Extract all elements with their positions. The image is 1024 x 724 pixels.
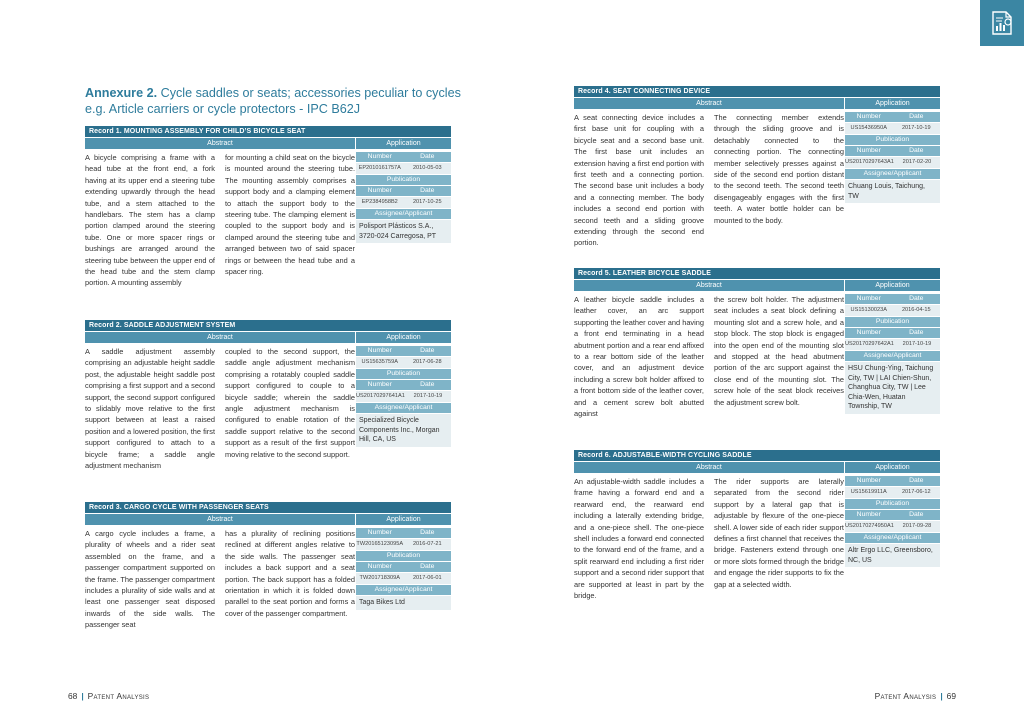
abstract-text-col2: The connecting member extends through the sliding groove and is detachably connected to the connecting portion. The connecting member selectively presses against a side of the second end portion distant to the second teeth. The second teeth disengageably engages with the first teeth. A water bottle holder can be mounted to the body.	[714, 113, 844, 225]
assignee-label: Assignee/Applicant	[356, 209, 451, 219]
abstract-text-col2: for mounting a child seat on the bicycle is mounted around the steering tube. The mounting assembly comprises a support body and a clamping element to attach the support body to the steering tube. The clamping element is coupled to the support body and is clamped around the steering tube and arranged between two of said spacer rings or between the head tube and a spacer ring.	[225, 153, 355, 277]
assignee-label: Assignee/Applicant	[845, 169, 940, 179]
date-label: Date	[420, 187, 435, 194]
record-header: Record 1. MOUNTING ASSEMBLY FOR CHILD’S BICYCLE SEAT	[85, 126, 451, 137]
record-header: Record 6. ADJUSTABLE-WIDTH CYCLING SADDLE	[574, 450, 940, 461]
publication-label: Publication	[356, 175, 451, 185]
abstract-label: Abstract	[574, 462, 844, 473]
record-4	[574, 86, 940, 249]
number-label: Number	[367, 529, 392, 536]
abstract-text-col2: has a plurality of reclining positions reclined at different angles relative to the side walls. The passenger seat includes a back support and a seat portion. The back support has a folded orientation in which it is folded down parallel to the seat portion and forms a cover of the passenger compartment.	[225, 529, 355, 618]
application-label: Application	[845, 280, 940, 291]
application-label: Application	[845, 462, 940, 473]
publication-number: TW201718309A	[359, 575, 400, 581]
publication-label: Publication	[845, 499, 940, 509]
application-panel	[356, 152, 451, 289]
abstract-label: Abstract	[85, 514, 355, 525]
record-header: Record 5. LEATHER BICYCLE SADDLE	[574, 268, 940, 279]
abstract-text-col2: the screw bolt holder. The adjustment seat includes a seat block defining a mounting slot and a screw hole, and a stop block. The stop block is engaged into the open end of the mounting slot and stopped at the head abutment portion of the arc support against the close end of the mounting slot. The screw hole of the seat block receives the adjustment screw bolt.	[714, 295, 844, 407]
record-header: Record 4. SEAT CONNECTING DEVICE	[574, 86, 940, 97]
number-label: Number	[856, 147, 881, 154]
publication-number: US20170297643A1	[845, 159, 894, 165]
assignee-value: Polisport Plásticos S.A., 3720-024 Carregosa, PT	[356, 220, 451, 243]
page-number-right: 69	[946, 691, 956, 701]
number-label: Number	[367, 153, 392, 160]
application-label: Application	[356, 514, 451, 525]
record-header: Record 2. SADDLE ADJUSTMENT SYSTEM	[85, 320, 451, 331]
publication-number: US20170274950A1	[845, 523, 894, 529]
page-title	[85, 86, 465, 117]
application-date: 2017-10-19	[901, 125, 931, 131]
application-label: Application	[845, 98, 940, 109]
record-2	[85, 320, 451, 471]
application-date: 2016-07-21	[412, 541, 442, 547]
publication-date: 2017-09-28	[902, 523, 932, 529]
footer-section-right: Patent Analysis	[874, 691, 937, 701]
application-panel	[845, 294, 940, 419]
publication-date: 2017-02-20	[902, 159, 932, 165]
publication-date: 2017-10-19	[413, 393, 443, 399]
number-label: Number	[856, 511, 881, 518]
footer-separator: |	[940, 691, 943, 701]
application-number: US15635759A	[361, 359, 398, 365]
date-label: Date	[909, 329, 924, 336]
corner-tab	[980, 0, 1024, 46]
application-panel	[356, 528, 451, 631]
publication-number: US20170297641A1	[356, 393, 405, 399]
footer-left	[68, 691, 149, 701]
application-date: 2017-06-28	[412, 359, 442, 365]
number-label: Number	[856, 477, 881, 484]
number-label: Number	[367, 187, 392, 194]
application-date: 2016-04-15	[901, 307, 931, 313]
assignee-value: Altr Ergo LLC, Greensboro, NC, US	[845, 544, 940, 567]
publication-date: 2017-06-01	[412, 575, 442, 581]
abstract-text-col1: An adjustable-width saddle includes a frame having a forward end and a rearward end, the rearward end including a laterally extending bridge, and a one-piece shell. The one-piece shell includes a forward end connected to the forward end of the frame, and a split rearward end including a first rider support and a second rider support that are supported at least in part by the bridge.	[574, 477, 704, 601]
abstract-text-col2: coupled to the second support, the saddle angle adjustment mechanism comprising a rotatably coupled saddle support configured to couple to a bicycle saddle; wherein the saddle angle adjustment mechanism is configured to enable rotation of the saddle support relative to the second support as a result of the first support moving relative to the second support.	[225, 347, 355, 459]
date-label: Date	[420, 563, 435, 570]
abstract-text-col2: The rider supports are laterally separated from the second rider support by a lateral gap that is adjustable by flexure of the one-piece shell. A lower side of each rider support defines a first channel that receives the bridge. Fasteners extend through one or more slots formed through the bridge and engage the rider supports to fix the gap at a selected width.	[714, 477, 844, 589]
assignee-value: Specialized Bicycle Components Inc., Morgan Hill, CA, US	[356, 414, 451, 447]
record-5	[574, 268, 940, 419]
application-label: Application	[356, 138, 451, 149]
assignee-value: HSU Chung-Ying, Taichung City, TW | LAI Chien-Shun, Changhua City, TW | Lee Chia-Wen, Huatan Township, TW	[845, 362, 940, 414]
date-label: Date	[909, 147, 924, 154]
application-number: US15619911A	[850, 489, 887, 495]
abstract-label: Abstract	[85, 138, 355, 149]
date-label: Date	[420, 529, 435, 536]
patent-document-chart-icon	[988, 9, 1016, 37]
number-label: Number	[367, 381, 392, 388]
record-3	[85, 502, 451, 631]
publication-label: Publication	[356, 551, 451, 561]
assignee-label: Assignee/Applicant	[356, 403, 451, 413]
application-number: US15436950A	[850, 125, 887, 131]
publication-number: US20170297642A1	[845, 341, 894, 347]
abstract-label: Abstract	[85, 332, 355, 343]
abstract-text-col1: A saddle adjustment assembly comprising an adjustable height saddle post, the adjustable height saddle post comprising a first support and a second support, the second support configured to slidably move relative to the first support between at least a raised position and a lowered position, the first support configured to attach to a bicycle frame; a saddle angle adjustment mechanism	[85, 347, 215, 471]
number-label: Number	[856, 113, 881, 120]
assignee-label: Assignee/Applicant	[845, 533, 940, 543]
abstract-text-col1: A leather bicycle saddle includes a leather cover, an arc support supporting the leather cover and having a front end terminating in a head abutment portion and a rear end affixed to a rear bottom side of the leather cover, and an adjustment device including a screw bolt holder affixed to a front bottom side of the leather cover, and a cement screw bolt abutted against	[574, 295, 704, 419]
abstract-text-col1: A seat connecting device includes a first base unit for coupling with a bicycle seat and a second base unit. The first base unit includes an extension having a first end portion with first teeth and a connecting portion. The second base unit includes a body and a connecting member. The body includes a second end portion with second teeth and a sliding groove extending through the second end portion.	[574, 113, 704, 248]
publication-label: Publication	[356, 369, 451, 379]
application-date: 2010-05-03	[412, 165, 442, 171]
number-label: Number	[856, 295, 881, 302]
application-date: 2017-06-12	[901, 489, 931, 495]
application-label: Application	[356, 332, 451, 343]
number-label: Number	[856, 329, 881, 336]
record-1	[85, 126, 451, 289]
abstract-label: Abstract	[574, 98, 844, 109]
assignee-label: Assignee/Applicant	[845, 351, 940, 361]
publication-label: Publication	[845, 317, 940, 327]
application-number: EP2010161757A	[358, 165, 401, 171]
assignee-value: Chuang Louis, Taichung, TW	[845, 180, 940, 203]
date-label: Date	[420, 153, 435, 160]
publication-date: 2017-10-25	[412, 199, 442, 205]
application-panel	[356, 346, 451, 471]
date-label: Date	[420, 381, 435, 388]
publication-number: EP2384958B2	[361, 199, 398, 205]
application-number: TW20165123095A	[356, 541, 404, 547]
abstract-label: Abstract	[574, 280, 844, 291]
publication-date: 2017-10-19	[902, 341, 932, 347]
footer-right	[875, 691, 956, 701]
footer-separator: |	[81, 691, 84, 701]
record-6	[574, 450, 940, 601]
page-number-left: 68	[68, 691, 78, 701]
assignee-value: Taga Bikes Ltd	[356, 596, 451, 610]
application-panel	[845, 476, 940, 601]
record-header: Record 3. CARGO CYCLE WITH PASSENGER SEATS	[85, 502, 451, 513]
date-label: Date	[909, 113, 924, 120]
footer-section-left: Patent Analysis	[87, 691, 150, 701]
title-prefix: Annexure 2.	[85, 86, 158, 100]
title-rest: Cycle saddles or seats; accessories peculiar to cycles e.g. Article carriers or cycle protectors - IPC B62J	[85, 86, 461, 116]
assignee-label: Assignee/Applicant	[356, 585, 451, 595]
publication-label: Publication	[845, 135, 940, 145]
application-panel	[845, 112, 940, 249]
date-label: Date	[909, 295, 924, 302]
number-label: Number	[367, 347, 392, 354]
number-label: Number	[367, 563, 392, 570]
date-label: Date	[909, 477, 924, 484]
date-label: Date	[420, 347, 435, 354]
abstract-text-col1: A cargo cycle includes a frame, a plurality of wheels and a rider seat assembled on the frame, and a passenger compartment supported on the frame. The passenger compartment includes a plurality of side walls and at least one passenger seat disposed inwards of the side walls. The passenger seat	[85, 529, 215, 630]
abstract-text-col1: A bicycle comprising a frame with a head tube at the front end, a fork having at its upper end a steering tube extending upwardly through the head tube, and a stem attached to the handlebars. The stem has a clamp portion clamped around the steering tube. One or more spacer rings or bushings are arranged around the steering tube between the upper end of the head tube and the stem clamp portion. A mounting assembly	[85, 153, 215, 288]
application-number: US15130023A	[850, 307, 887, 313]
date-label: Date	[909, 511, 924, 518]
